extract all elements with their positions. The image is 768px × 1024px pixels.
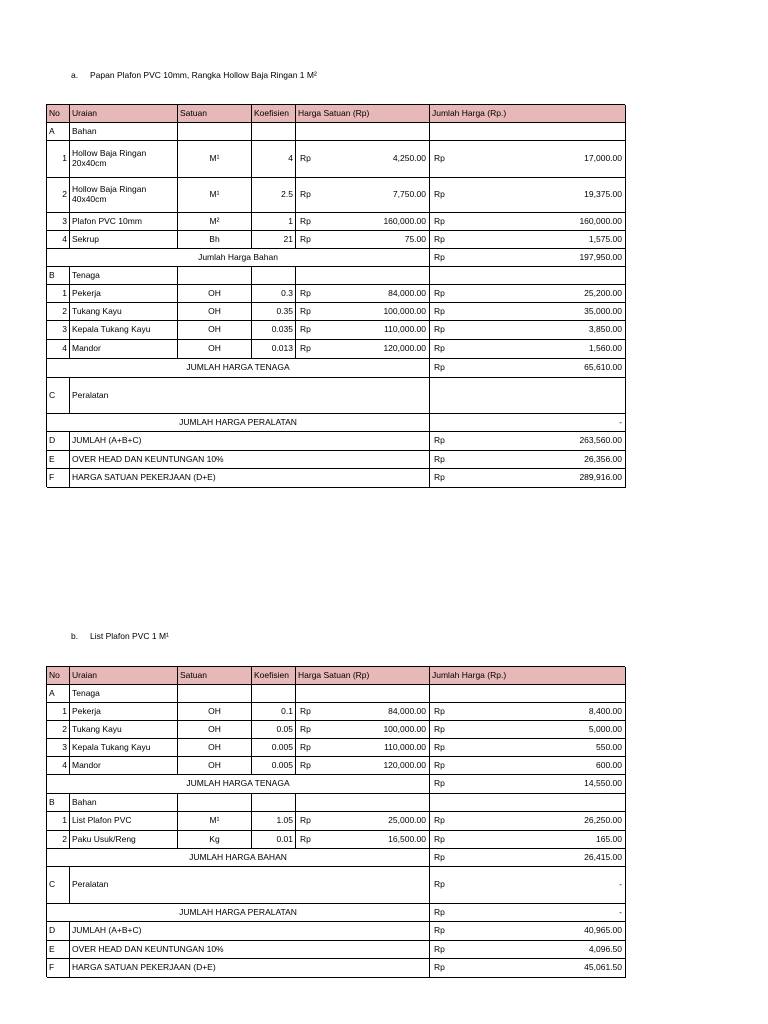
cell-harga-satuan [296,739,430,757]
cell-total-label: HARGA SATUAN PEKERJAAN (D+E) [70,959,430,978]
cell-harga-satuan-value: 7,750.00 [392,189,426,200]
cell-harga-satuan-value: 120,000.00 [383,343,426,354]
cell-total-value-value: 263,560.00 [579,435,622,446]
cell-total-label: JUMLAH (A+B+C) [70,922,430,941]
cell-empty [296,685,430,703]
cell-jumlah-harga-currency: Rp [434,723,445,734]
cell-uraian: Hollow Baja Ringan 20x40cm [70,141,178,178]
header-cell: No [47,667,70,685]
cell-jumlah-harga-value: 1,560.00 [588,343,622,354]
cell-jumlah-harga-value: 17,000.00 [584,153,622,164]
cell-satuan: Bh [178,231,252,249]
table-row-subtotal [47,849,626,867]
cell-subtotal-label: JUMLAH HARGA TENAGA [47,775,430,794]
section-title-text: Papan Plafon PVC 10mm, Rangka Hollow Baja Ringan 1 M² [90,70,317,80]
cell-jumlah-harga [430,231,626,249]
cell-harga-satuan [296,213,430,231]
cell-uraian: Sekrup [70,231,178,249]
cell-jumlah-harga [430,812,626,831]
cell-subtotal-value-value: - [619,906,622,917]
header-cell: Koefisien [252,667,296,685]
cell-uraian: Pekerja [70,703,178,721]
cell-jumlah-harga-currency: Rp [434,741,445,752]
cell-uraian: Bahan [70,123,178,141]
cell-total-value [430,432,626,451]
header-cell: Jumlah Harga (Rp.) [430,105,626,123]
cell-subtotal-value [430,775,626,794]
table-row-item [47,285,626,303]
cell-total-value-currency: Rp [434,943,445,954]
cell-satuan: OH [178,340,252,359]
cell-subtotal-value-currency: Rp [434,251,445,262]
cell-empty [178,267,252,285]
cell-uraian: Kepala Tukang Kayu [70,321,178,340]
cell-harga-satuan [296,757,430,775]
cell-harga-satuan-currency: Rp [300,723,311,734]
cell-koefisien: 0.005 [252,757,296,775]
cell-total-label: OVER HEAD DAN KEUNTUNGAN 10% [70,941,430,959]
cell-harga-satuan [296,340,430,359]
cell-jumlah-harga [430,178,626,213]
cell-koefisien: 2.5 [252,178,296,213]
cell-harga-satuan [296,831,430,849]
cell-no: 4 [47,231,70,249]
cell-satuan: OH [178,303,252,321]
cell-harga-satuan-value: 25,000.00 [388,815,426,826]
table-row-total [47,941,626,959]
table-row-section [47,123,626,141]
cell-koefisien: 1 [252,213,296,231]
table-row-item [47,213,626,231]
cell-harga-satuan-currency: Rp [300,215,311,226]
cell-jumlah-harga-currency: Rp [434,324,445,335]
cell-jumlah-harga [430,721,626,739]
cell-empty [430,267,626,285]
cell-koefisien: 0.35 [252,303,296,321]
cell-subtotal-value-currency: Rp [434,362,445,373]
cell-satuan: M² [178,213,252,231]
table-row-section [47,685,626,703]
cell-uraian: Tenaga [70,685,178,703]
cell-satuan: OH [178,757,252,775]
cell-jumlah-harga-value: 3,850.00 [588,324,622,335]
cell-total-value-currency: Rp [434,453,445,464]
cell-uraian: Kepala Tukang Kayu [70,739,178,757]
cell-jumlah-harga-value: 26,250.00 [584,815,622,826]
table-row-item [47,757,626,775]
cell-total-value [430,959,626,978]
table-row-merged [47,867,626,904]
cell-empty [430,685,626,703]
cell-satuan: Kg [178,831,252,849]
cell-uraian: Tukang Kayu [70,303,178,321]
table-row-item [47,303,626,321]
cell-no: 1 [47,703,70,721]
cell-subtotal-value [430,849,626,867]
cell-subtotal-value-currency: Rp [434,906,445,917]
cell-harga-satuan-value: 75.00 [404,233,426,244]
cell-uraian: Bahan [70,794,178,812]
cell-total-value-value: 26,356.00 [584,453,622,464]
cell-jumlah-harga [430,321,626,340]
cell-harga-satuan [296,721,430,739]
cell-empty [252,123,296,141]
cell-no: A [47,685,70,703]
cell-no: C [47,867,70,904]
table-row-item [47,178,626,213]
section-title [71,70,317,80]
cell-harga-satuan-value: 110,000.00 [384,324,426,335]
cell-satuan: OH [178,721,252,739]
header-cell: Satuan [178,105,252,123]
cell-empty [252,794,296,812]
cell-no: 1 [47,812,70,831]
cell-satuan: M¹ [178,812,252,831]
cell-subtotal-value [430,359,626,378]
table-row-total [47,922,626,941]
cell-harga-satuan [296,178,430,213]
cell-total-value-currency: Rp [434,472,445,483]
cell-no: F [47,469,70,488]
cell-empty [252,267,296,285]
table-row-subtotal [47,359,626,378]
table-row-section [47,794,626,812]
cell-subtotal-label: Jumlah Harga Bahan [47,249,430,267]
header-cell: Uraian [70,667,178,685]
cell-uraian: Peralatan [70,378,430,414]
table-row-item [47,321,626,340]
table-row-merged [47,378,626,414]
cell-jumlah-harga-currency: Rp [434,705,445,716]
section-title [71,631,169,641]
cell-no: 2 [47,721,70,739]
cell-no: 2 [47,178,70,213]
cell-harga-satuan-currency: Rp [300,324,311,335]
cell-jumlah-harga-value: 5,000.00 [588,723,622,734]
cell-subtotal-label: JUMLAH HARGA BAHAN [47,849,430,867]
cell-jumlah-harga-currency: Rp [434,189,445,200]
cell-harga-satuan [296,812,430,831]
cell-uraian: Tenaga [70,267,178,285]
cell-jumlah-harga-currency: Rp [434,305,445,316]
cell-no: D [47,922,70,941]
cell-no: 2 [47,303,70,321]
table-row-item [47,812,626,831]
cell-harga-satuan [296,285,430,303]
cell-empty [178,123,252,141]
cell-subtotal-value-value: 14,550.00 [584,778,622,789]
cell-no: 2 [47,831,70,849]
cell-no: E [47,941,70,959]
cell-empty [178,794,252,812]
cell-jumlah-harga-value: 165.00 [596,833,622,844]
table-row-subtotal [47,775,626,794]
cell-koefisien: 0.05 [252,721,296,739]
cell-subtotal-value-currency: Rp [434,851,445,862]
cell-total-value-value: 45,061.50 [584,962,622,973]
cell-empty [430,123,626,141]
cell-subtotal-value [430,249,626,267]
table-row-item [47,141,626,178]
cell-harga-satuan [296,703,430,721]
table-row-total [47,469,626,488]
cell-harga-satuan [296,321,430,340]
table-header-row [47,105,626,123]
cell-koefisien: 21 [252,231,296,249]
cost-table [46,666,625,977]
cell-harga-satuan-currency: Rp [300,343,311,354]
cell-total-label: OVER HEAD DAN KEUNTUNGAN 10% [70,451,430,469]
cell-harga-satuan-value: 110,000.00 [384,741,426,752]
cell-harga-satuan-value: 84,000.00 [388,287,426,298]
cell-harga-satuan-currency: Rp [300,759,311,770]
cell-empty [430,794,626,812]
cell-jumlah-harga-value: 25,200.00 [584,287,622,298]
cell-jumlah-harga [430,831,626,849]
cell-jumlah-harga-value: - [619,879,622,890]
cell-subtotal-label: JUMLAH HARGA PERALATAN [47,904,430,922]
cell-subtotal-label: JUMLAH HARGA PERALATAN [47,414,430,432]
cell-uraian: Mandor [70,340,178,359]
cell-jumlah-harga [430,757,626,775]
cell-no: 3 [47,739,70,757]
cell-jumlah-harga [430,141,626,178]
cell-jumlah-harga-currency: Rp [434,215,445,226]
cell-harga-satuan [296,303,430,321]
cell-jumlah-harga-value: 8,400.00 [588,705,622,716]
cell-satuan: OH [178,703,252,721]
cell-uraian: Tukang Kayu [70,721,178,739]
cell-harga-satuan [296,141,430,178]
cell-empty [178,685,252,703]
cell-harga-satuan-currency: Rp [300,815,311,826]
cell-uraian: List Plafon PVC [70,812,178,831]
section-letter: a. [71,70,79,80]
cell-no: 1 [47,141,70,178]
cell-no: F [47,959,70,978]
cell-jumlah-harga-value: 160,000.00 [579,215,622,226]
cell-jumlah-harga-currency: Rp [434,287,445,298]
cell-jumlah-harga [430,703,626,721]
cell-koefisien: 0.1 [252,703,296,721]
cell-harga-satuan-currency: Rp [300,741,311,752]
cell-subtotal-value-value: - [619,416,622,427]
cell-jumlah-harga [430,378,626,414]
cell-total-value [430,941,626,959]
cell-satuan: OH [178,739,252,757]
cell-harga-satuan-value: 100,000.00 [383,305,426,316]
cell-satuan: OH [178,285,252,303]
cell-harga-satuan-value: 4,250.00 [392,153,426,164]
cell-total-label: JUMLAH (A+B+C) [70,432,430,451]
cell-harga-satuan-value: 100,000.00 [383,723,426,734]
table-row-section [47,267,626,285]
cell-harga-satuan-value: 120,000.00 [383,759,426,770]
table-row-subtotal [47,904,626,922]
cell-koefisien: 4 [252,141,296,178]
cell-harga-satuan-value: 160,000.00 [383,215,426,226]
cell-harga-satuan-currency: Rp [300,833,311,844]
cell-harga-satuan-value: 16,500.00 [388,833,426,844]
table-row-item [47,340,626,359]
cell-no: 3 [47,213,70,231]
cell-harga-satuan-currency: Rp [300,153,311,164]
cell-jumlah-harga-value: 35,000.00 [584,305,622,316]
section-title-text: List Plafon PVC 1 M¹ [90,631,169,641]
cell-uraian: Pekerja [70,285,178,303]
cell-total-value-value: 4,096.50 [588,943,622,954]
cell-subtotal-value [430,904,626,922]
cell-no: 4 [47,757,70,775]
cell-koefisien: 1.05 [252,812,296,831]
cell-jumlah-harga-value: 550.00 [596,741,622,752]
cell-koefisien: 0.005 [252,739,296,757]
cell-empty [296,123,430,141]
header-cell: Satuan [178,667,252,685]
cell-jumlah-harga [430,285,626,303]
cell-subtotal-value-currency: Rp [434,778,445,789]
header-cell: Uraian [70,105,178,123]
cell-satuan: OH [178,321,252,340]
cell-harga-satuan-value: 84,000.00 [388,705,426,716]
cell-total-label: HARGA SATUAN PEKERJAAN (D+E) [70,469,430,488]
table-row-subtotal [47,249,626,267]
cell-satuan: M¹ [178,178,252,213]
section-letter: b. [71,631,79,641]
cell-subtotal-value-value: 197,950.00 [579,251,622,262]
cell-no: D [47,432,70,451]
header-cell: Harga Satuan (Rp) [296,105,430,123]
cell-koefisien: 0.01 [252,831,296,849]
cell-jumlah-harga [430,303,626,321]
cell-total-value [430,922,626,941]
cell-total-value-value: 289,916.00 [579,472,622,483]
cell-jumlah-harga-currency: Rp [434,233,445,244]
cell-uraian: Plafon PVC 10mm [70,213,178,231]
cell-total-value-currency: Rp [434,435,445,446]
cell-total-value [430,451,626,469]
cell-harga-satuan-currency: Rp [300,705,311,716]
header-cell: No [47,105,70,123]
table-row-item [47,739,626,757]
cell-jumlah-harga [430,739,626,757]
cell-jumlah-harga [430,340,626,359]
table-row-item [47,831,626,849]
cell-harga-satuan [296,231,430,249]
cell-no: 4 [47,340,70,359]
cell-jumlah-harga [430,867,626,904]
cell-uraian: Mandor [70,757,178,775]
cell-harga-satuan-currency: Rp [300,287,311,298]
cell-koefisien: 0.3 [252,285,296,303]
cell-total-value-value: 40,965.00 [584,925,622,936]
cell-empty [252,685,296,703]
cell-empty [296,267,430,285]
table-row-subtotal [47,414,626,432]
header-cell: Koefisien [252,105,296,123]
cell-uraian: Peralatan [70,867,430,904]
table-row-item [47,721,626,739]
cell-jumlah-harga-value: 1,575.00 [588,233,622,244]
cell-jumlah-harga-value: 19,375.00 [584,189,622,200]
table-row-total [47,959,626,978]
cell-uraian: Paku Usuk/Reng [70,831,178,849]
cell-jumlah-harga-currency: Rp [434,343,445,354]
cell-subtotal-label: JUMLAH HARGA TENAGA [47,359,430,378]
cell-jumlah-harga-currency: Rp [434,815,445,826]
cell-jumlah-harga-currency: Rp [434,759,445,770]
table-row-item [47,703,626,721]
cell-no: B [47,794,70,812]
cell-no: 1 [47,285,70,303]
cell-subtotal-value [430,414,626,432]
cell-no: B [47,267,70,285]
header-cell: Jumlah Harga (Rp.) [430,667,626,685]
table-row-item [47,231,626,249]
cell-total-value [430,469,626,488]
cell-uraian: Hollow Baja Ringan 40x40cm [70,178,178,213]
table-row-total [47,451,626,469]
table-row-total [47,432,626,451]
cell-koefisien: 0.035 [252,321,296,340]
cell-satuan: M¹ [178,141,252,178]
cell-jumlah-harga-value: 600.00 [596,759,622,770]
table-header-row [47,667,626,685]
cell-jumlah-harga-currency: Rp [434,879,445,890]
cell-harga-satuan-currency: Rp [300,233,311,244]
cell-jumlah-harga [430,213,626,231]
cell-subtotal-value-value: 65,610.00 [584,362,622,373]
cell-koefisien: 0.013 [252,340,296,359]
cell-no: A [47,123,70,141]
cell-total-value-currency: Rp [434,925,445,936]
cell-jumlah-harga-currency: Rp [434,153,445,164]
cell-total-value-currency: Rp [434,962,445,973]
cell-no: E [47,451,70,469]
cell-no: 3 [47,321,70,340]
cost-table [46,104,625,487]
cell-jumlah-harga-currency: Rp [434,833,445,844]
cell-harga-satuan-currency: Rp [300,305,311,316]
cell-empty [296,794,430,812]
header-cell: Harga Satuan (Rp) [296,667,430,685]
cell-harga-satuan-currency: Rp [300,189,311,200]
cell-no: C [47,378,70,414]
cell-subtotal-value-value: 26,415.00 [584,851,622,862]
